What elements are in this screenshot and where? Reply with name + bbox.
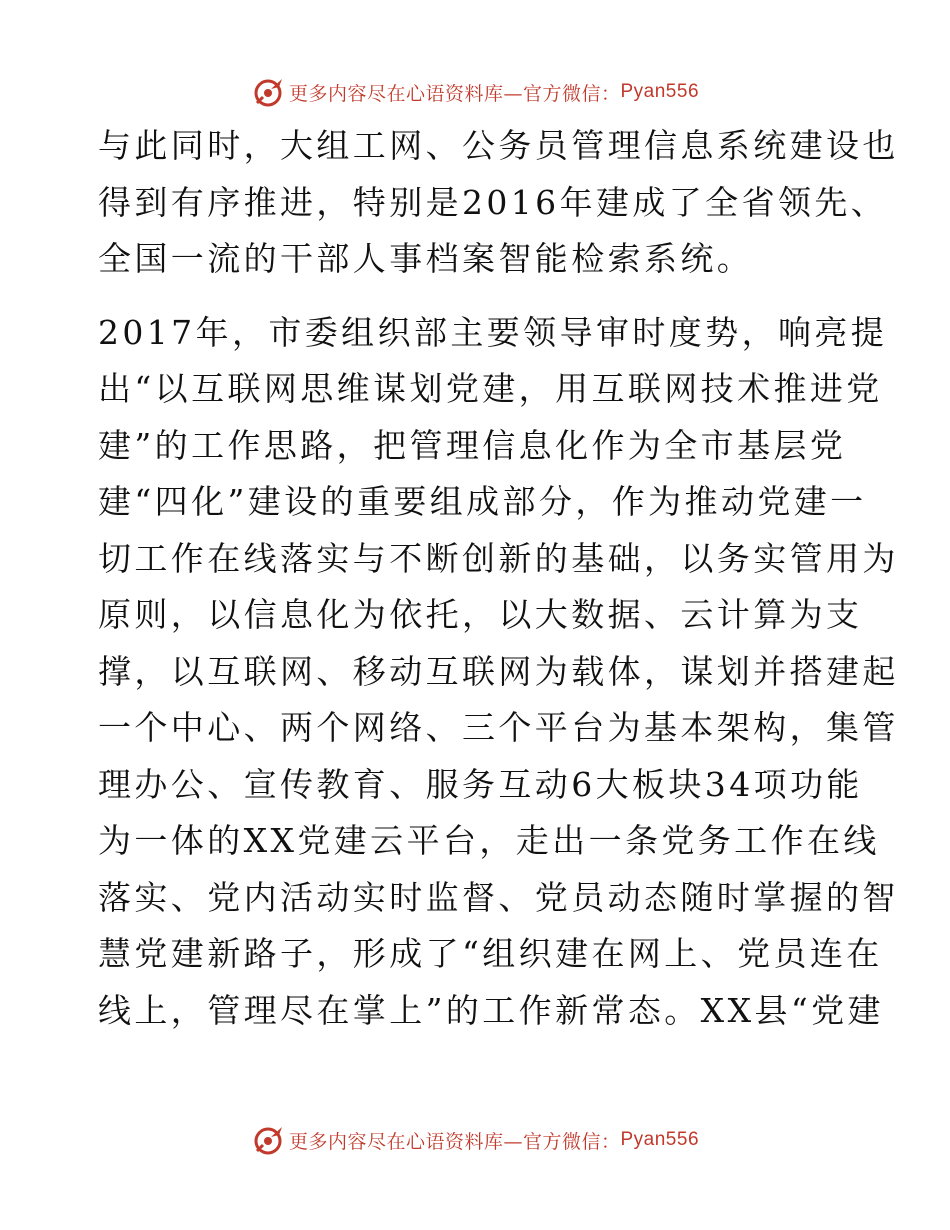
footer-watermark xyxy=(0,1120,950,1160)
watermark-id: Pyan556 xyxy=(620,81,700,102)
text-line: 原则，以信息化为依托，以大数据、云计算为支 xyxy=(98,595,863,634)
paragraph-2 xyxy=(98,305,899,1040)
text-line: 2017年，市委组织部主要领导审时度势，响亮提 xyxy=(98,312,888,352)
text-line: 切工作在线落实与不断创新的基础，以务实管用为 xyxy=(98,538,899,578)
text-line: 理办公、宣传教育、服务互动6大板块34项功能 xyxy=(98,764,863,804)
text-line: 建”的工作思路，把管理信息化作为全市基层党 xyxy=(98,425,847,465)
text-line: 落实、党内活动实时监督、党员动态随时掌握的智 xyxy=(98,877,899,917)
text-line: 全国一流的干部人事档案智能检索系统。 xyxy=(98,239,754,278)
logo-icon xyxy=(251,1123,285,1157)
text-line: 出“以互联网思维谋划党建，用互联网技术推进党 xyxy=(98,369,883,408)
paragraph-1 xyxy=(98,118,899,288)
text-line: 得到有序推进，特别是2016年建成了全省领先、 xyxy=(98,182,888,222)
document-body xyxy=(98,118,899,1039)
text-line: 线上，管理尽在掌上”的工作新常态。XX县“党建 xyxy=(98,990,884,1030)
header-watermark xyxy=(0,72,950,112)
watermark-text: 更多内容尽在心语资料库—官方微信： xyxy=(288,1130,621,1153)
text-line: 一个中心、两个网络、三个平台为基本架构，集管 xyxy=(98,708,899,747)
watermark-id: Pyan556 xyxy=(620,1129,700,1150)
text-line: 与此同时，大组工网、公务员管理信息系统建设也 xyxy=(98,126,899,165)
watermark-text: 更多内容尽在心语资料库—官方微信： xyxy=(288,82,621,105)
text-line: 为一体的XX党建云平台，走出一条党务工作在线 xyxy=(98,821,880,860)
text-line: 建“四化”建设的重要组成部分，作为推动党建一 xyxy=(98,482,867,521)
text-line: 慧党建新路子，形成了“组织建在网上、党员连在 xyxy=(98,934,883,973)
logo-icon xyxy=(251,75,285,109)
text-line: 撑，以互联网、移动互联网为载体，谋划并搭建起 xyxy=(98,651,899,691)
